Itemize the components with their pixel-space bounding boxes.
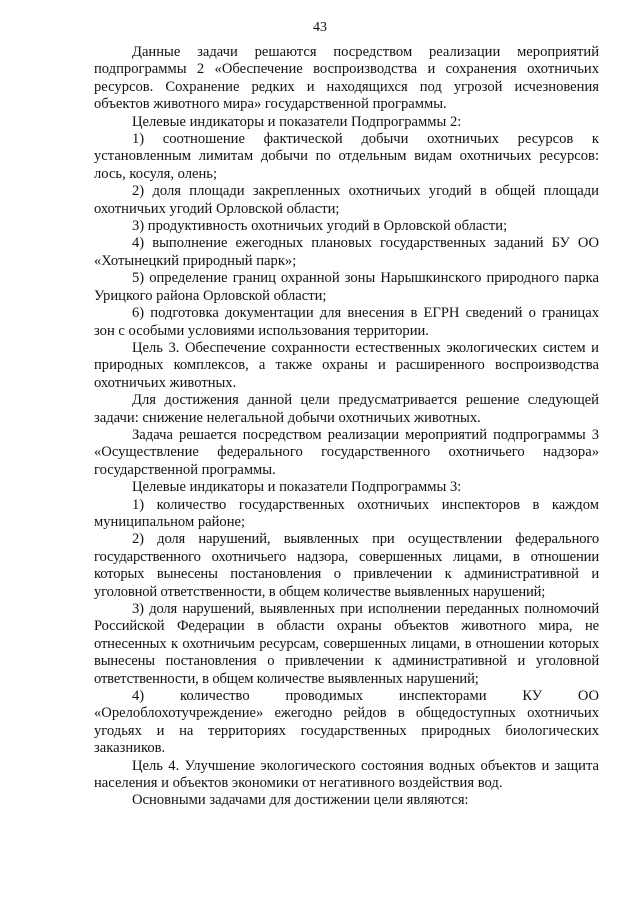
paragraph: 4) количество проводимых инспекторами КУ ОО «Орелоблохотучреждение» ежегодно рейдов в общедоступных охотничьих угодьях и на территориях государственных природных биологических заказников.: [94, 688, 599, 757]
paragraph: 6) подготовка документации для внесения в ЕГРН сведений о границах зон с особыми условиями использования территории.: [94, 305, 599, 339]
paragraph: Целевые индикаторы и показатели Подпрограммы 3:: [132, 479, 462, 496]
paragraph: Цель 4. Улучшение экологического состояния водных объектов и защита населения и объектов экономики от негативного воздействия вод.: [94, 757, 599, 792]
document-body: [94, 44, 599, 810]
paragraph: 1) соотношение фактической добычи охотничьих ресурсов к установленным лимитам добычи по отдельным видам охотничьих ресурсов: лось, косуля, олень;: [94, 131, 599, 182]
paragraph: Задача решается посредством реализации мероприятий подпрограммы 3 «Осуществление федерального государственного охотничьего надзора» государственной программы.: [94, 426, 599, 478]
paragraph: Для достижения данной цели предусматривается решение следующей задачи: снижение нелегальной добычи охотничьих животных.: [94, 392, 599, 426]
paragraph: 4) выполнение ежегодных плановых государственных заданий БУ ОО «Хотынецкий природный парк»;: [94, 235, 599, 269]
paragraph: Цель 3. Обеспечение сохранности естественных экологических систем и природных комплексов, а также охраны и расширенного воспроизводства охотничьих животных.: [94, 339, 599, 391]
paragraph: 1) количество государственных охотничьих инспекторов в каждом муниципальном районе;: [94, 496, 599, 530]
paragraph: 5) определение границ охранной зоны Нарышкинского природного парка Урицкого района Орловской области;: [94, 270, 599, 304]
paragraph: 3) доля нарушений, выявленных при исполнении переданных полномочий Российской Федерации в области охраны объектов животного мира, не отнесенных к охотничьим ресурсам, совершенных лицами, в отношении которых вынесены постановления о привлечении к административной и уголовной ответственности, в общем количестве выявленных нарушений;: [94, 601, 599, 687]
paragraph: 2) доля площади закрепленных охотничьих угодий в общей площади охотничьих угодий Орловской области;: [94, 183, 599, 217]
paragraph: Данные задачи решаются посредством реализации мероприятий подпрограммы 2 «Обеспечение воспроизводства и сохранения охотничьих ресурсов. Сохранение редких и находящихся под угрозой исчезновения объектов животного мира» государственной программы.: [94, 44, 599, 113]
paragraph: 2) доля нарушений, выявленных при осуществлении федерального государственного охотничьего надзора, совершенных лицами, в отношении которых вынесены постановления о привлечении к административной и уголовной ответственности, в общем количестве выявленных нарушений;: [94, 531, 599, 600]
paragraph: Целевые индикаторы и показатели Подпрограммы 2:: [132, 113, 462, 130]
paragraph: Основными задачами для достижении цели являются:: [132, 792, 469, 809]
paragraph: 3) продуктивность охотничьих угодий в Орловской области;: [132, 218, 508, 235]
page-number: 43: [313, 20, 327, 35]
